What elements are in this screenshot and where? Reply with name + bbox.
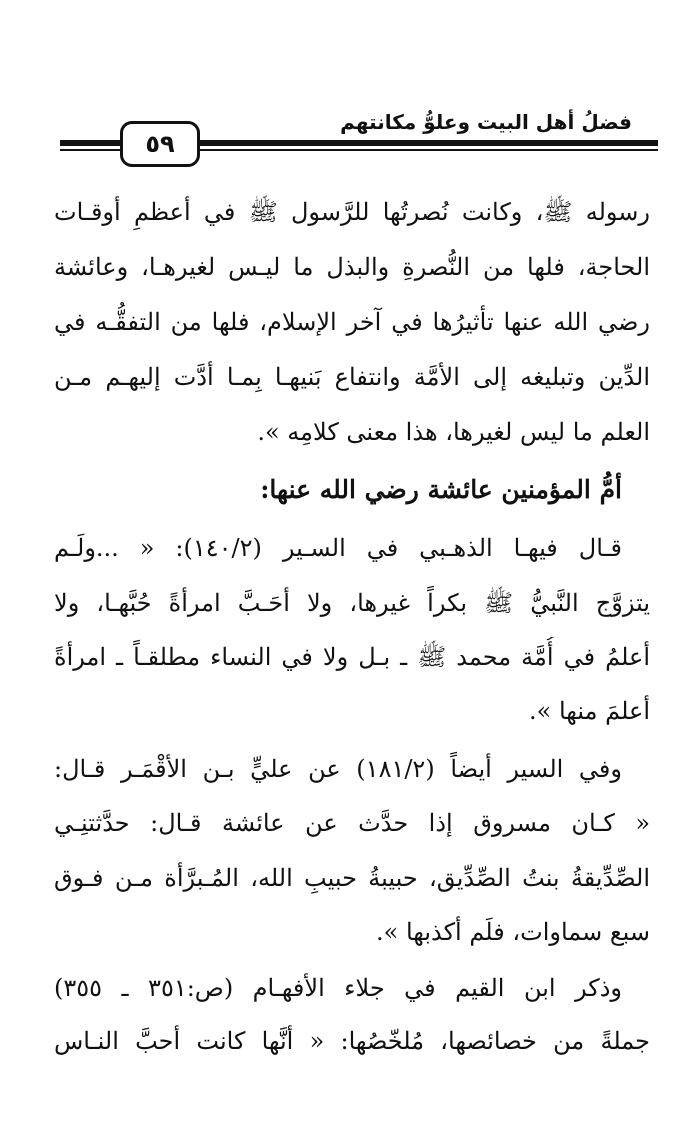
body-line: وفي السير أيضاً (١٨١/٢) عن عليٍّ بـن الأقْمَـر قـال: [54, 755, 622, 783]
section-heading: أمُّ المؤمنين عائشة رضي الله عنها: [260, 475, 622, 504]
page-number: ٥٩ [120, 121, 200, 167]
body-line: العلم ما ليس لغيرها، هذا معنى كلامِه ». [257, 418, 650, 446]
body-line: سبع سماوات، فلَم أكذبها ». [376, 918, 650, 946]
body-line: جملةً من خصائصها، مُلخّصُها: « أنَّها كانت أحبَّ النـاس [54, 1027, 650, 1055]
body-line: يتزوَّج النَّبيُّ ﷺ بكراً غيرها، ولا أحَـبَّ امرأةً حُبَّهـا، ولا [54, 589, 650, 617]
body-line: أعلمُ في أُمَّة محمد ﷺ ـ بـل ولا في النساء مطلقـاً ـ امرأةً [54, 643, 650, 671]
running-title: فضلُ أهل البيت وعلوُّ مكانتهم [340, 110, 632, 134]
body-line: الحاجة، فلها من النُّصرةِ والبذل ما ليـس لغيرهـا، وعائشة [54, 253, 650, 281]
body-line: الدِّين وتبليغه إلى الأمَّة وانتفاع بَنيهـا بِمـا أدَّت إليهـم مـن [54, 363, 650, 391]
body-line: قـال فيهـا الذهـبي في السـير (١٤٠/٢): « ...ولَـم [54, 534, 623, 562]
body-line: وذكر ابن القيم في جلاء الأفهـام (ص:٣٥١ ـ ٣٥٥) [54, 974, 622, 1002]
body-line: « كـان مسروق إذا حدَّث عن عائشة قـال: حدَّثتنِـي [54, 809, 650, 837]
body-line: رسوله ﷺ، وكانت نُصرتُها للرَّسول ﷺ في أعظمِ أوقـات [54, 198, 650, 226]
body-line: الصِّدِّيقةُ بنتُ الصِّدِّيق، حبيبةُ حبيبِ الله، المُـبرَّأة مـن فـوق [54, 864, 650, 892]
body-line: رضي الله عنها تأثيرُها في آخر الإسلام، فلها من التفقُّـه في [54, 308, 650, 336]
body-line: أعلمَ منها ». [529, 697, 650, 725]
